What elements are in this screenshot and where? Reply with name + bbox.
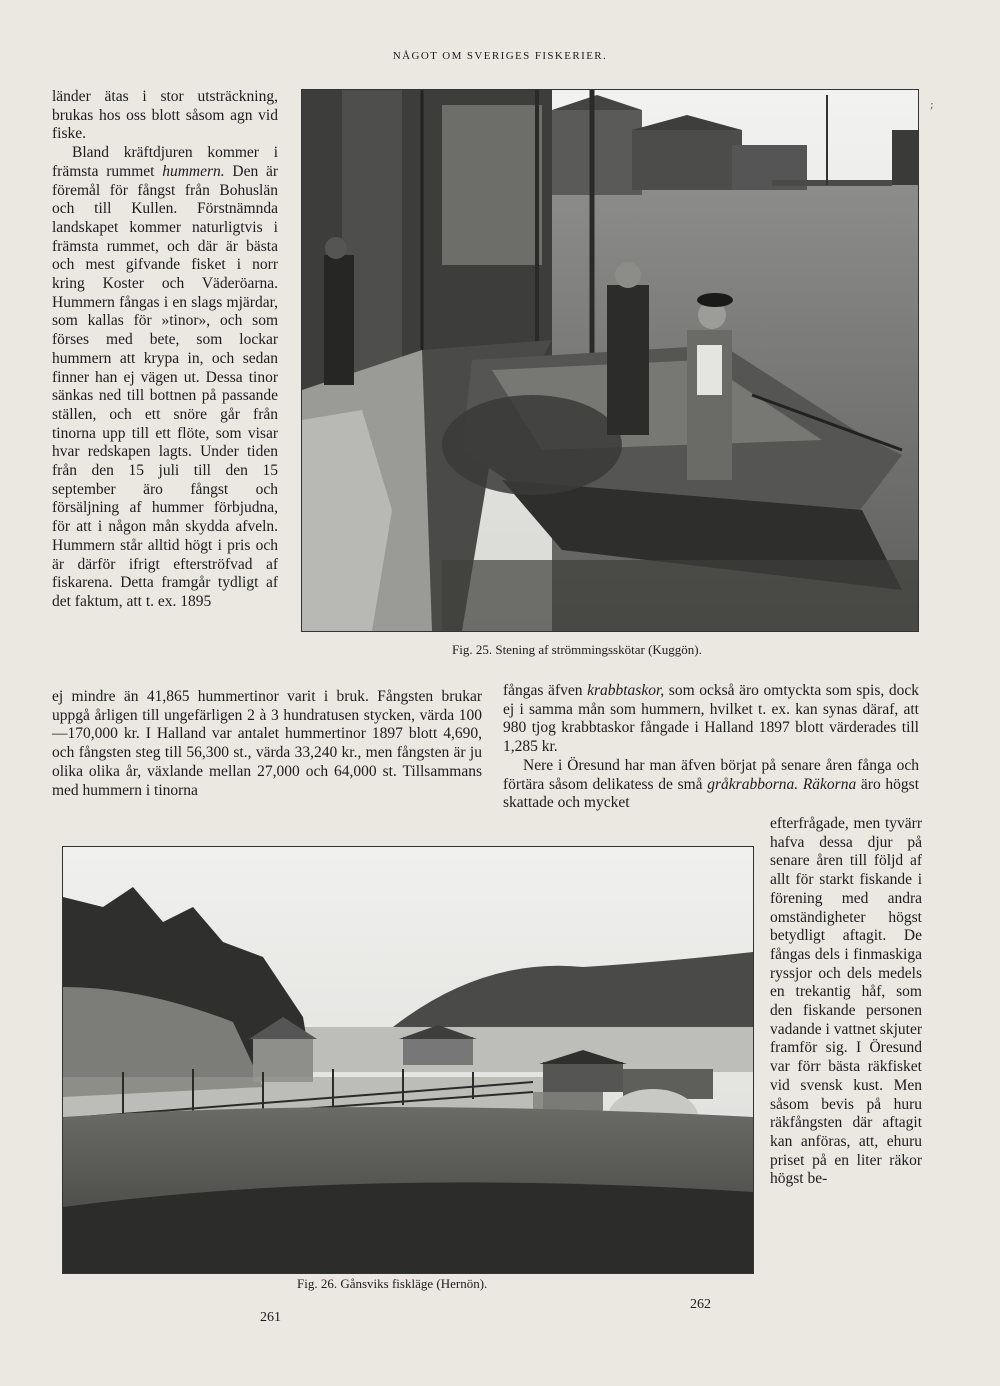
paragraph-4: fångas äfven krabbtaskor, som också äro omtyckta som spis, dock ej i samma mån som hummern, hvilket t. ex. kan synas däraf, att 980 tjog krabbtaskor fångade i Halland 1897 blott värderades till 1,285 kr. xyxy=(503,682,919,756)
paragraph-1: länder ätas i stor utsträckning, brukas hos oss blott såsom agn vid fiske. xyxy=(52,88,278,143)
paragraph-5-continued: efterfrågade, men tyvärr hafva dessa djur på senare åren till följd af allt för starkt fiskande i förening med andra omständigheter högst betydligt aftagit. De fångas dels i finmaskiga ryssjor och dels medels en trekantig håf, som den fiskande personen vadande i vattnet skjuter framför sig. I Öresund var förr bästa räkfisket vid svensk kust. Men såsom bevis på huru räkfångsten där aftagit kan anföras, att, ehuru priset på en liter räkor högst be- xyxy=(770,815,922,1188)
paragraph-3: ej mindre än 41,865 hummertinor varit i bruk. Fångsten brukar uppgå årligen till ungefärligen 2 à 3 hundratusen stycken, värda 100—170,000 kr. I Halland var antalet hummertinor 1897 blott 4,690, och fångsten steg till 56,300 st., värda 33,240 kr., men fångsten är ju olika olika år, växlande mellan 27,000 och 64,000 st. Tillsammans med hummern i tinorna xyxy=(52,688,482,799)
page-number-right: 262 xyxy=(690,1297,711,1312)
paragraph-5: Nere i Öresund har man äfven börjat på senare åren fånga och förtära såsom delikatess de små gråkrabborna. Räkorna äro högst skattade och mycket xyxy=(503,756,919,812)
running-head: NÅGOT OM SVERIGES FISKERIER. xyxy=(392,50,608,62)
fig25-caption: Fig. 25. Stening af strömmingsskötar (Kuggön). xyxy=(452,642,702,657)
fig26-image xyxy=(63,847,753,1273)
left-column-text xyxy=(52,88,278,612)
fig26-photo xyxy=(62,846,754,1274)
paragraph-2: Bland kräftdjuren kommer i främsta rummet hummern. Den är föremål för fångst från Bohuslän och till Kullen. Förstnämnda landskapet kommer naturligtvis i främsta rummet, och där är bästa och mest gifvande fisket i norr kring Koster och Väderöarna. Hummern fångas i en slags mjärdar, som kallas för »tinor», och som förses med bete, som lockar hummern att krypa in, och sedan finner han ej vägen ut. Dessa tinor sänkas ned till bottnen på passande ställen, och ett snöre går från tinorna upp till ett flöte, som visar hvar redskapen lagts. Under tiden från den 15 juli till den 15 september äro fångst och försäljning af hummer förbjudna, för att i någon mån skydda afveln. Hummern står alltid högt i pris och är därför ifrigt efterströfvad af fiskarena. Detta framgår tydligt af det faktum, att t. ex. 1895 xyxy=(52,144,278,610)
page-number-left: 261 xyxy=(260,1310,281,1325)
margin-mark: ; xyxy=(930,98,934,111)
right-upper-text xyxy=(503,682,919,813)
right-narrow-text xyxy=(770,815,922,1189)
fig26-caption: Fig. 26. Gånsviks fiskläge (Hernön). xyxy=(297,1276,488,1291)
fig25-image xyxy=(302,90,918,631)
fig25-photo xyxy=(301,89,919,632)
left-lower-text xyxy=(52,688,482,800)
